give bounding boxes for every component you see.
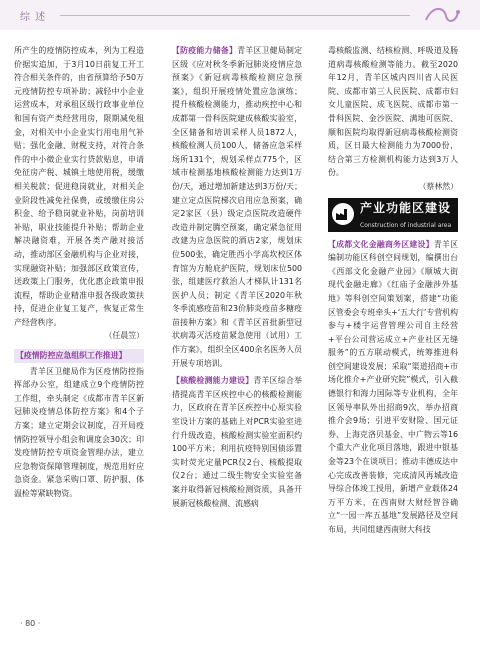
chapter-banner — [328, 198, 458, 232]
author-signature: （蔡林然） — [418, 181, 458, 191]
section-label: 综 述 — [20, 12, 47, 23]
section-heading: 【防疫能力储备】 — [172, 46, 238, 55]
paragraph: 毒核酸监测、结核检测、呼吸道及肠道病毒核酸检测等能力。截至2020年12月，青羊区城内四川省人民医院、成都市第三人民医院、成都市妇女儿童医院、成飞医院、成都市第一骨科医院、金沙医院、满地可医院、顺和医院均取得新冠病毒核酸检测资质，区日最大检测能力为7000份，结合第三方检测机构能力达到3万人份。 — [328, 46, 458, 178]
section-heading: 【疫情防控应急组织工作推进】 — [14, 349, 144, 363]
banner-subtitle: Construction of industrial area — [360, 221, 452, 229]
column-right — [328, 44, 458, 537]
column-middle — [172, 44, 302, 510]
paragraph-text: 青羊区编制功能区科创空间规划，编撰出台《西部文化金融产业园》《顺城大街现代金融走廊》《红庙子金融涉外基地》等科创空间策划案，搭建“功能区管委会专班牵头+‘五大行’专营机构参与+楼宇运营管理公司自主经营+平台公司营运成立+产业社区无缝服务”的五方联动模式，统筹推进科创空间建设发展；采取“渠道招商+市场化推介+产业研究院”模式，引入截德银行和海力国际等专业机构，全年区领导率队外出招商9次，举办招商推介会9场；引进平安财险、国元证券、上海克洛贝基金、中广物云等16个重大产业化项目落地，跟进中银基金等23个在谈项目；推动丰德成达中心完成改善装修，完成清风再城改造导综合体竣工授用，新增产业载体24万平方米，在西南财大财经智谷确立“一园一库五基地”发展路径及空间布局，共同组建西南财大科技 — [328, 239, 458, 534]
paragraph-text: 青羊区卫健局制定区级《应对秋冬季新冠肺炎疫情应急预案》《新冠病毒核酸检测应急预案》，组织开展疫情处置应急演练；提升核酸检测能力，推动疾控中心和成都第一骨科医院建成核酸实验室，全区储备和培训采样人员1872人，核酸检测人员100人，储备应急采样场所131个，规划采样点775个，区域市检测基地核酸检测能力达到1万份/天，通过增加新建达到3万份/天；建立定点医院梯次启用应急预案，确定2家区（县）级定点医院改造硬件改造并制定腾空预案，确定紧急征用改建为应急医院的酒店2家，规划床位500张，确定胜西小学高坎校区体育馆为方舱庇护医院，规划床位500张，组建医疗救治人才梯队计131名医护人员；制定《青羊区2020年秋冬季流感疫苗和23价肺炎疫苗多糖疫苗接种方案》和《青羊区首批新型冠状病毒灭活疫苗紧急使用（试用）工作方案》，组织全区400余名医务人员开展专项培训。 — [172, 46, 302, 368]
paragraph-block — [172, 44, 302, 370]
header-rule — [60, 15, 410, 16]
paragraph-block — [328, 238, 458, 537]
author-signature: （任晨笠） — [104, 331, 144, 341]
page-number: · 80 · — [20, 619, 41, 628]
section-heading: 【成都文化金融商务区建设】 — [328, 239, 434, 249]
paragraph-text: 青羊区综合举措提高青羊区疾控中心的核酸检测能力，区政府在青羊区疾控中心原实验室设计方案的基础上对PCR实验室进行升级改造，核酸检测实验室面积约100平方米；利用抗疫特别国债添置实时荧光定量PCR仪2台、核酸提取仪2台；通过二级生物安全实验室备案并取得新冠核酸检测资质，具备开展新冠核酸检测、流感病 — [172, 376, 302, 508]
page-header — [0, 0, 480, 30]
section-heading: 【核酸检测能力建设】 — [172, 376, 254, 386]
column-left — [14, 44, 144, 501]
swirl-ornament-icon — [422, 4, 462, 26]
paragraph: 所产生的疫情防控成本，列为工程造价据实追加，于3月10日前复工开工符合相关条件的，由省预算给予50万元疫情防控专项补助；减轻中小企业运营成本，对承租区级行政事业单位和国有资产类经营用房，限期减免租金，对相关中小企业实行用电用气补贴；强化金融、财税支持，对符合条件的中小微企业实行贷款贴息，申请免征房产税、城镇土地使用税，缓缴相关税款；促进稳岗就业，对相关企业阶段性减免社保费，或缓缴住房公积金、给予稳岗就业补贴，岗前培训补贴，职业技能提升补贴；帮助企业解决融资难，开展各类产融对接活动，推动部区金融机构与企业对接，实现融资补贴；加强部区政策宣传，送政策上门服务，优化惠企政策申报流程，帮助企业精准申报各级政策扶持，促进企业复工复产，恢复正常生产经营秩序。 — [14, 46, 144, 327]
banner-title: 产业功能区建设 — [360, 200, 452, 215]
paragraph: 青羊区卫健局作为区疫情防控指挥部办公室，组建成立9个疫情防控工作组，牵头制定《成都市青羊区新冠肺炎疫情总体防控方案》和4个子方案；建立定期会议制度，召开局疫情防控领导小组会和调度会30次；印发疫情防控专项资金管理办法，建立应急物资保障管理制度，规范用好应急资金。紧急采购口罩、防护服、体温检等紧缺物资。 — [14, 366, 144, 498]
paragraph-block — [172, 374, 302, 510]
factory-icon — [332, 203, 354, 225]
